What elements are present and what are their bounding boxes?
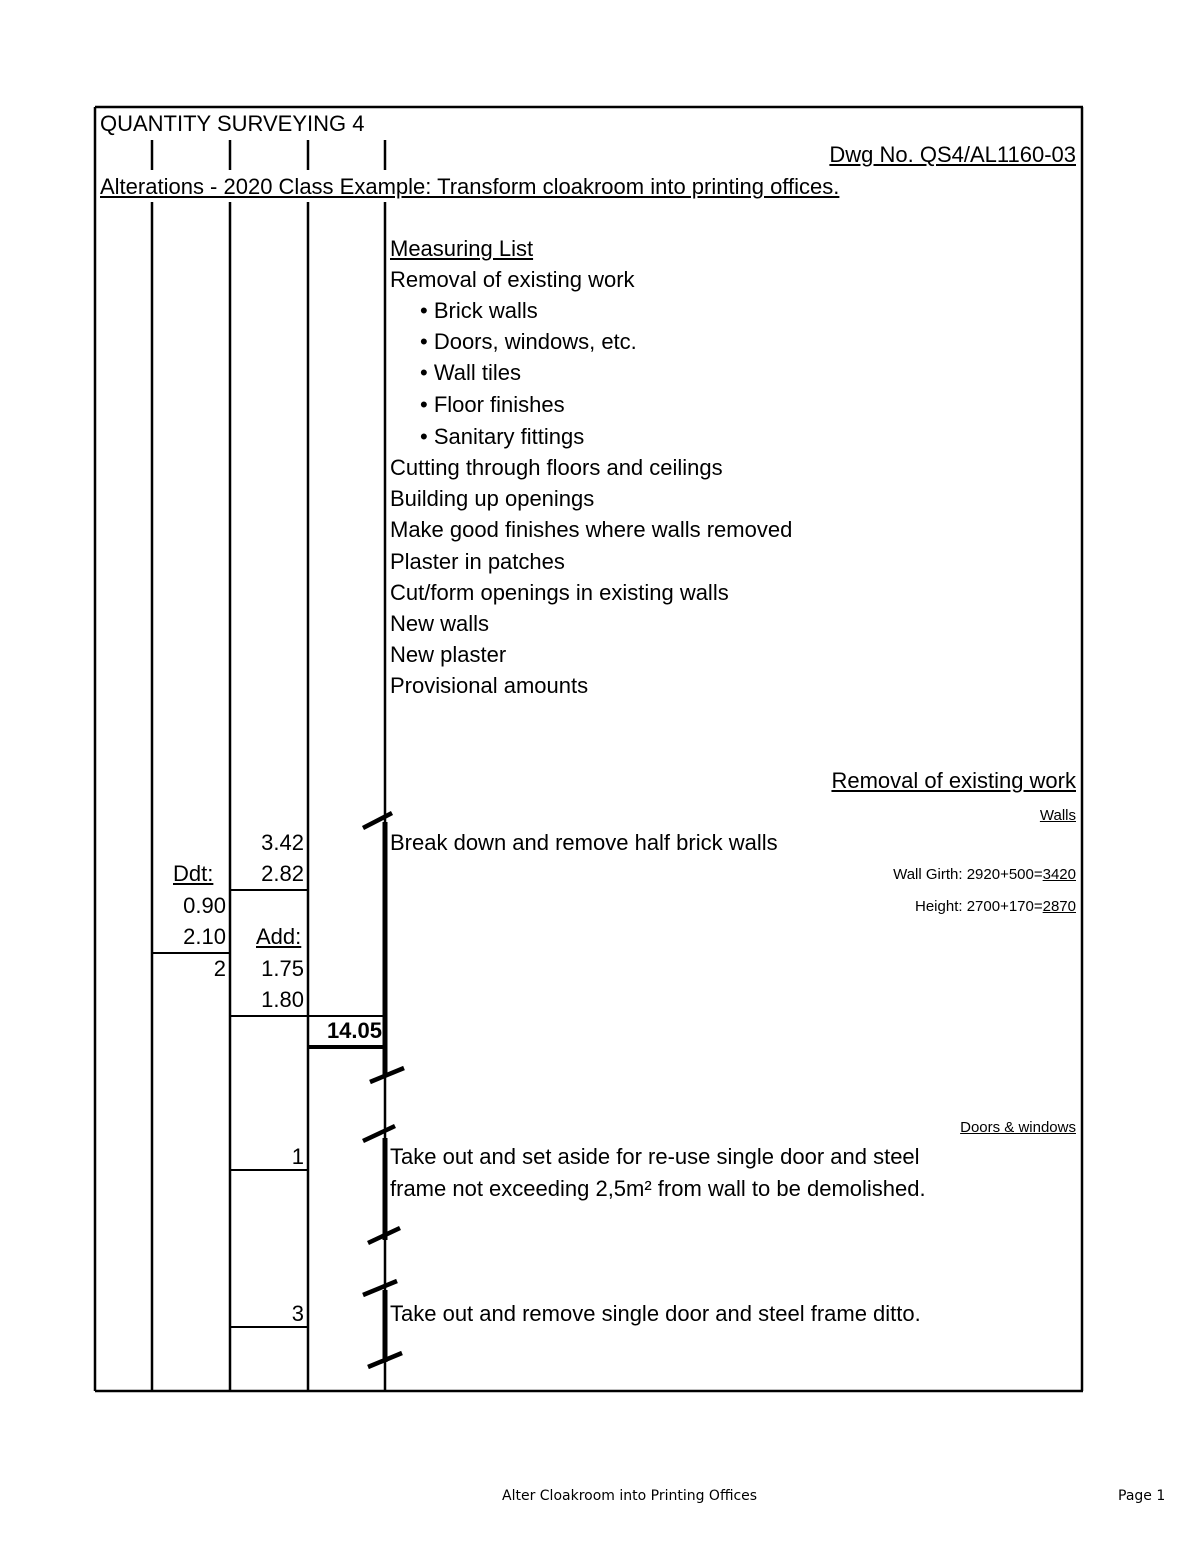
- dim-value: 1.75: [261, 956, 304, 981]
- project-title: Alterations - 2020 Class Example: Transform cloakroom into printing offices.: [100, 174, 840, 199]
- walls-description: Break down and remove half brick walls: [390, 830, 778, 855]
- measuring-list-heading: Measuring List: [390, 236, 534, 261]
- dim-value: 2.10: [183, 924, 226, 949]
- measuring-list-item: Plaster in patches: [390, 549, 565, 574]
- door-qty: 1: [291, 1144, 304, 1169]
- dim-value: 0.90: [183, 893, 226, 918]
- add-label: Add:: [256, 924, 302, 949]
- page-number: Page 1: [1118, 1488, 1166, 1504]
- times-value: 2: [213, 956, 226, 981]
- measuring-list-item: • Wall tiles: [420, 360, 522, 385]
- measuring-list-item: Cut/form openings in existing walls: [390, 580, 729, 605]
- footer-title: Alter Cloakroom into Printing Offices: [502, 1488, 758, 1504]
- measuring-list-item: Building up openings: [390, 486, 595, 511]
- door-item-description: Take out and set aside for re-use single door and steel: [390, 1144, 920, 1169]
- measuring-list-item: Provisional amounts: [390, 673, 589, 698]
- measuring-list-item: • Doors, windows, etc.: [420, 329, 637, 354]
- measuring-list-item: New walls: [390, 611, 490, 636]
- door-qty: 3: [291, 1301, 304, 1326]
- course-title: QUANTITY SURVEYING 4: [100, 111, 365, 136]
- wall-girth-note: Wall Girth: 2920+500=3420: [893, 866, 1076, 883]
- measuring-list-item: • Sanitary fittings: [420, 424, 585, 449]
- measuring-list-item: Cutting through floors and ceilings: [390, 455, 723, 480]
- door-item-description: Take out and remove single door and steel frame ditto.: [390, 1301, 921, 1326]
- deduct-label: Ddt:: [173, 861, 214, 886]
- door-item-description: frame not exceeding 2,5m² from wall to be demolished.: [390, 1176, 926, 1201]
- section-heading: Removal of existing work: [831, 768, 1076, 793]
- measuring-list-item: • Floor finishes: [420, 392, 565, 417]
- walls-subheading: Walls: [1039, 807, 1076, 824]
- measuring-list-item: New plaster: [390, 642, 507, 667]
- measuring-list-item: Removal of existing work: [390, 267, 635, 292]
- dim-value: 3.42: [261, 830, 304, 855]
- doors-subheading: Doors & windows: [960, 1119, 1076, 1136]
- dim-value: 1.80: [261, 987, 304, 1012]
- measuring-list-item: • Brick walls: [420, 298, 538, 323]
- height-note: Height: 2700+170=2870: [915, 898, 1076, 915]
- drawing-number: Dwg No. QS4/AL1160-03: [829, 142, 1076, 167]
- squared-total: 14.05: [326, 1018, 382, 1043]
- measuring-list-item: Make good finishes where walls removed: [390, 517, 793, 542]
- dim-value: 2.82: [261, 861, 304, 886]
